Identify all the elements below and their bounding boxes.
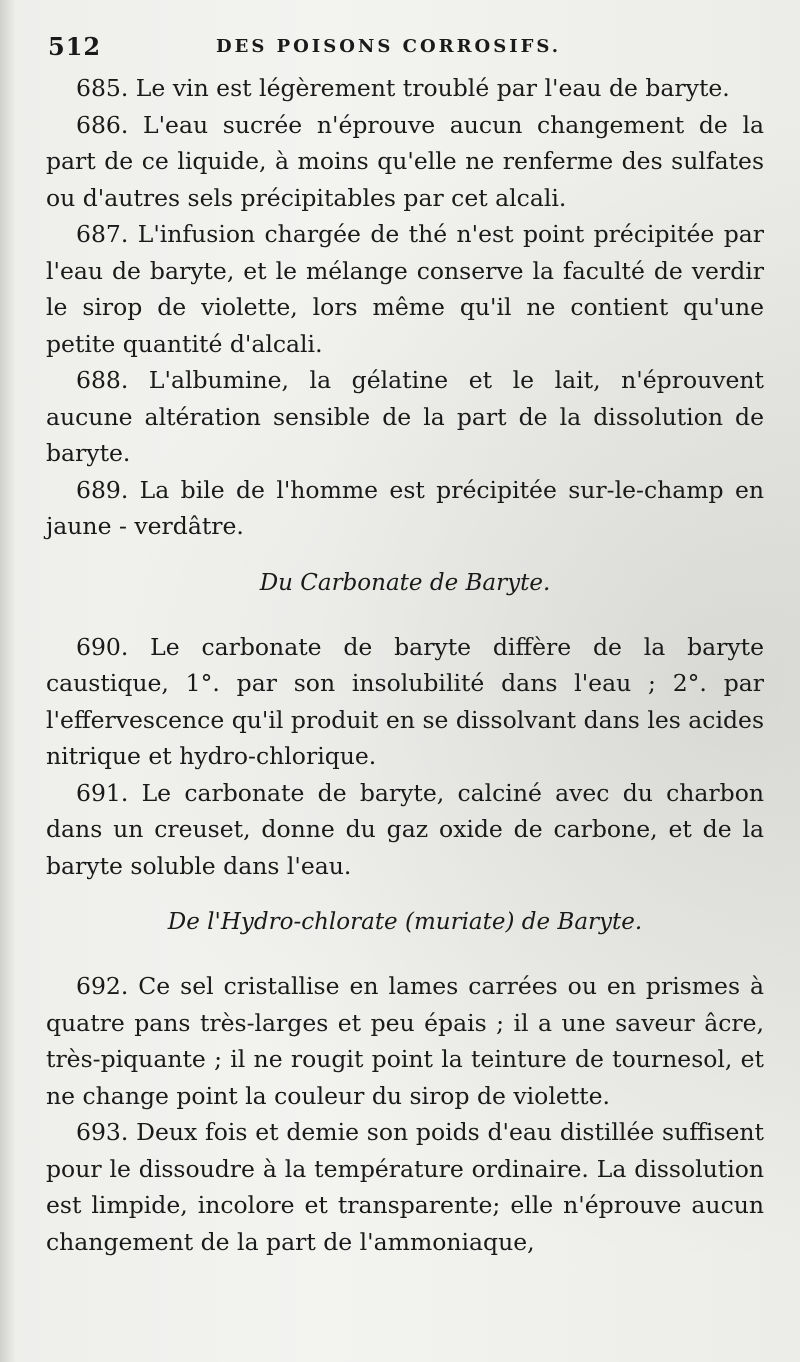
paragraph-689: 689. La bile de l'homme est précipitée sur-le-champ en jaune - verdâtre. [46, 475, 764, 540]
page-gutter-shadow [0, 0, 16, 1362]
paragraph-685: 685. Le vin est légèrement troublé par l'eau de baryte. [76, 74, 730, 102]
paragraph-693: 693. Deux fois et demie son poids d'eau distillée suffisent pour le dissoudre à la température ordinaire. La dissolution est limpide, incolore et transparente; elle n'éprouve aucun changement de la part de l'ammoniaque, [46, 1118, 764, 1256]
paragraph-688: 688. L'albumine, la gélatine et le lait, n'éprouvent aucune altération sensible de la part de la dissolution de baryte. [46, 366, 764, 467]
paragraph-692: 692. Ce sel cristallise en lames carrées ou en prismes à quatre pans très-larges et peu épais ; il a une saveur âcre, très-piquante ; il ne rougit point la teinture de tournesol, et ne change point la couleur du sirop de violette. [46, 972, 764, 1110]
page-header [46, 26, 764, 70]
section-title-carbonate: Du Carbonate de Baryte. [259, 569, 551, 596]
paragraph-686: 686. L'eau sucrée n'éprouve aucun changement de la part de ce liquide, à moins qu'elle ne renferme des sulfates ou d'autres sels précipitables par cet alcali. [46, 110, 764, 212]
section-title-hydro-chlorate: De l'Hydro-chlorate (muriate) de Baryte. [167, 909, 643, 935]
paragraph-690: 690. Le carbonate de baryte diffère de la baryte caustique, 1°. par son insolubilité dans l'eau ; 2°. par l'effervescence qu'il produit en se dissolvant dans les acides nitrique et hydro-chlorique. [46, 632, 764, 770]
page-body [46, 70, 764, 1260]
paragraph-691: 691. Le carbonate de baryte, calciné avec du charbon dans un creuset, donne du gaz oxide de carbone, et de la baryte soluble dans l'eau. [46, 778, 764, 880]
paragraph-687: 687. L'infusion chargée de thé n'est point précipitée par l'eau de baryte, et le mélange conserve la faculté de verdir le sirop de violette, lors même qu'il ne contient qu'une petite quantité d'alcali. [46, 220, 764, 358]
page-number: 512 [48, 32, 102, 61]
running-head: DES POISONS CORROSIFS. [216, 36, 562, 57]
